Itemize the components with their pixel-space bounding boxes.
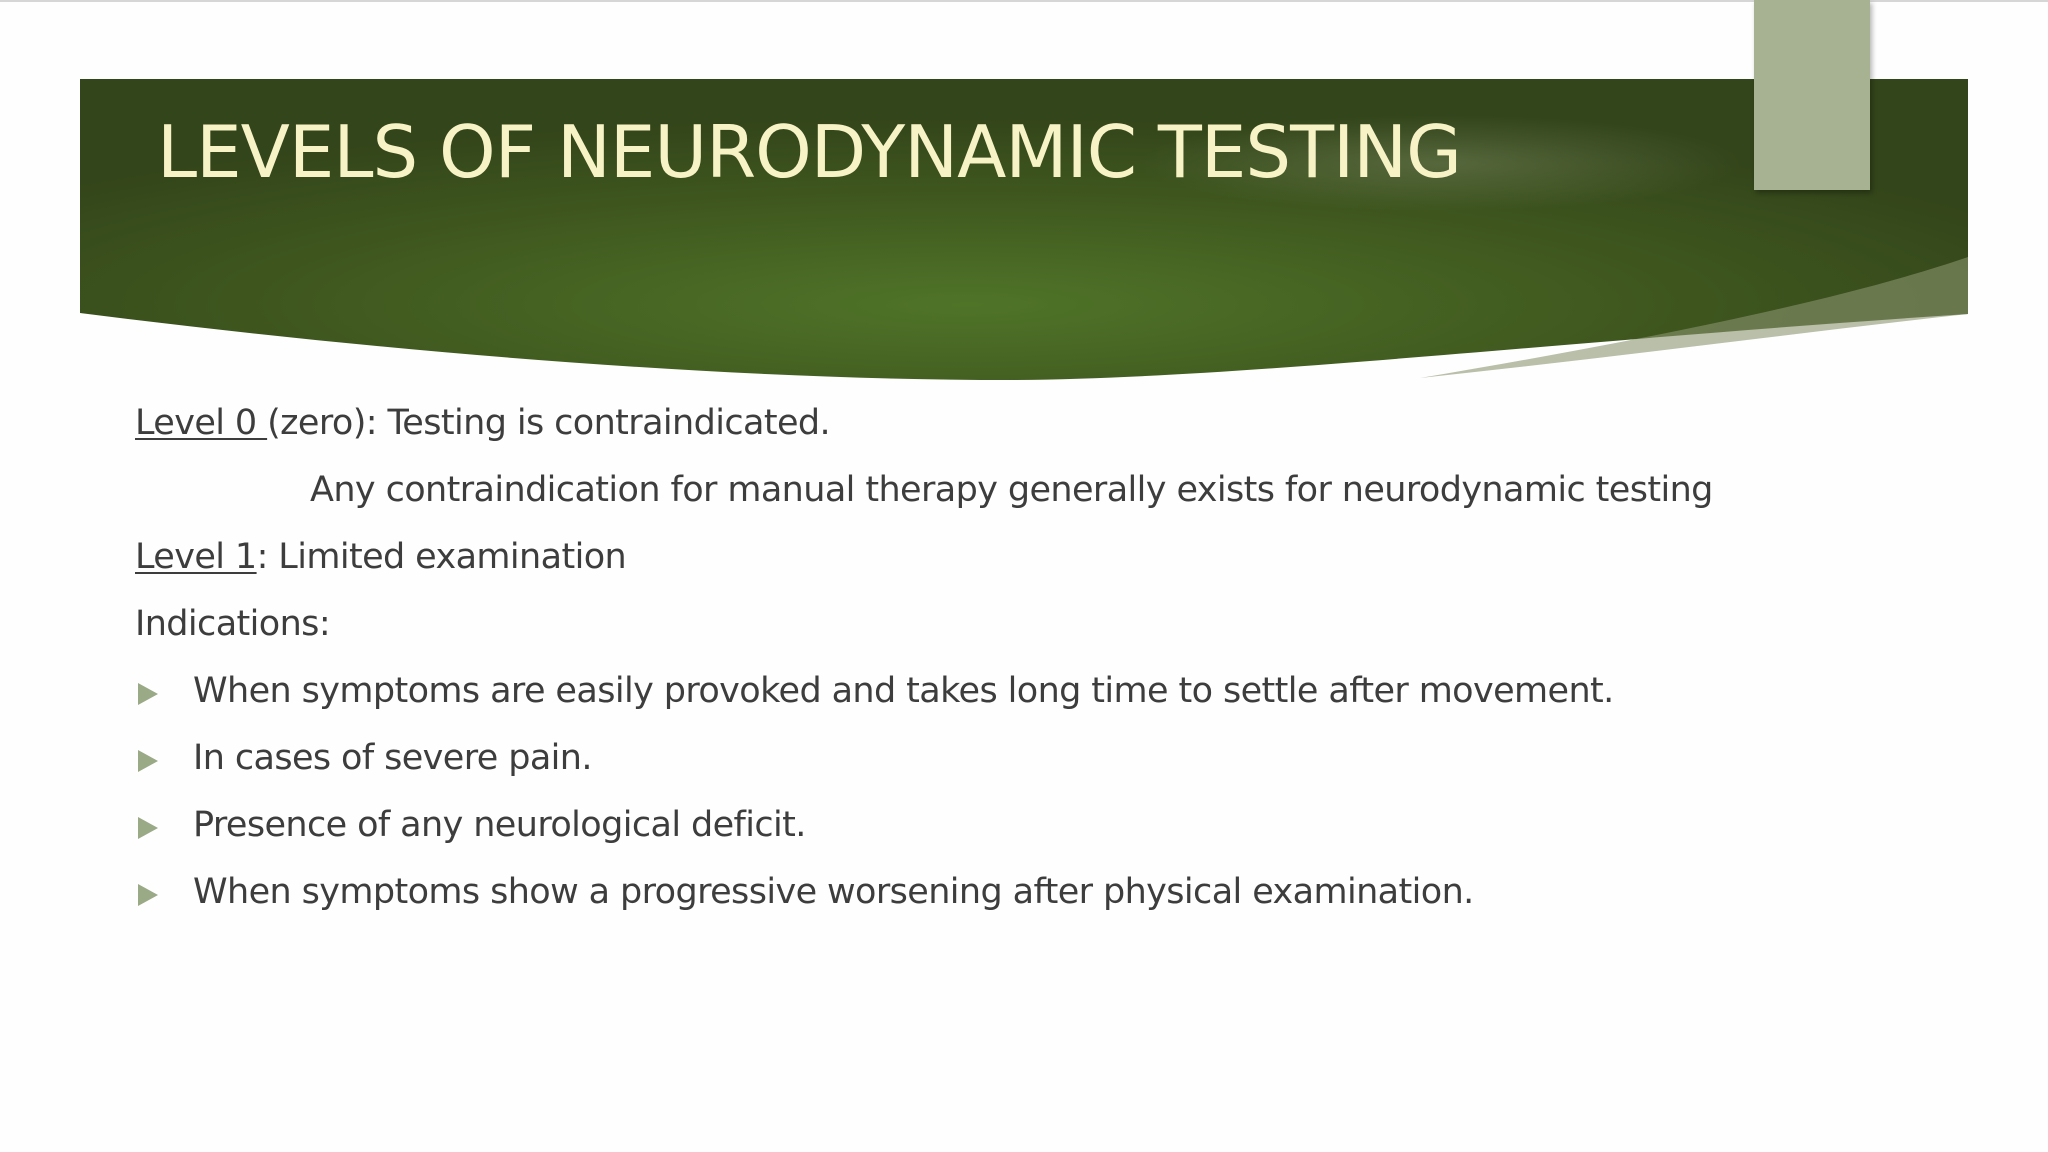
list-item-text: In cases of severe pain. [193, 738, 592, 778]
level-0-line [135, 390, 1915, 457]
triangle-bullet-icon [138, 884, 158, 906]
triangle-bullet-icon [138, 683, 158, 705]
list-item [135, 859, 1915, 926]
triangle-bullet-icon [138, 817, 158, 839]
level-1-line [135, 524, 1915, 591]
indications-label: Indications: [135, 604, 331, 644]
top-divider [0, 0, 2048, 2]
level-0-note: Any contraindication for manual therapy generally exists for neurodynamic testing [310, 470, 1713, 510]
slide-title: LEVELS OF NEURODYNAMIC TESTING [157, 110, 1461, 194]
accent-tab [1754, 0, 1870, 190]
triangle-bullet-icon [138, 750, 158, 772]
level-0-label: Level 0 [135, 403, 268, 443]
slide-content [135, 390, 1915, 926]
list-item [135, 658, 1915, 725]
level-0-text: (zero): Testing is contraindicated. [267, 403, 831, 443]
list-item [135, 792, 1915, 859]
list-item-text: When symptoms are easily provoked and takes long time to settle after movement. [193, 671, 1614, 711]
list-item-text: When symptoms show a progressive worsening after physical examination. [193, 872, 1474, 912]
list-item-text: Presence of any neurological deficit. [193, 805, 806, 845]
level-1-text: : Limited examination [256, 537, 627, 577]
level-1-label: Level 1 [135, 537, 257, 577]
list-item [135, 725, 1915, 792]
